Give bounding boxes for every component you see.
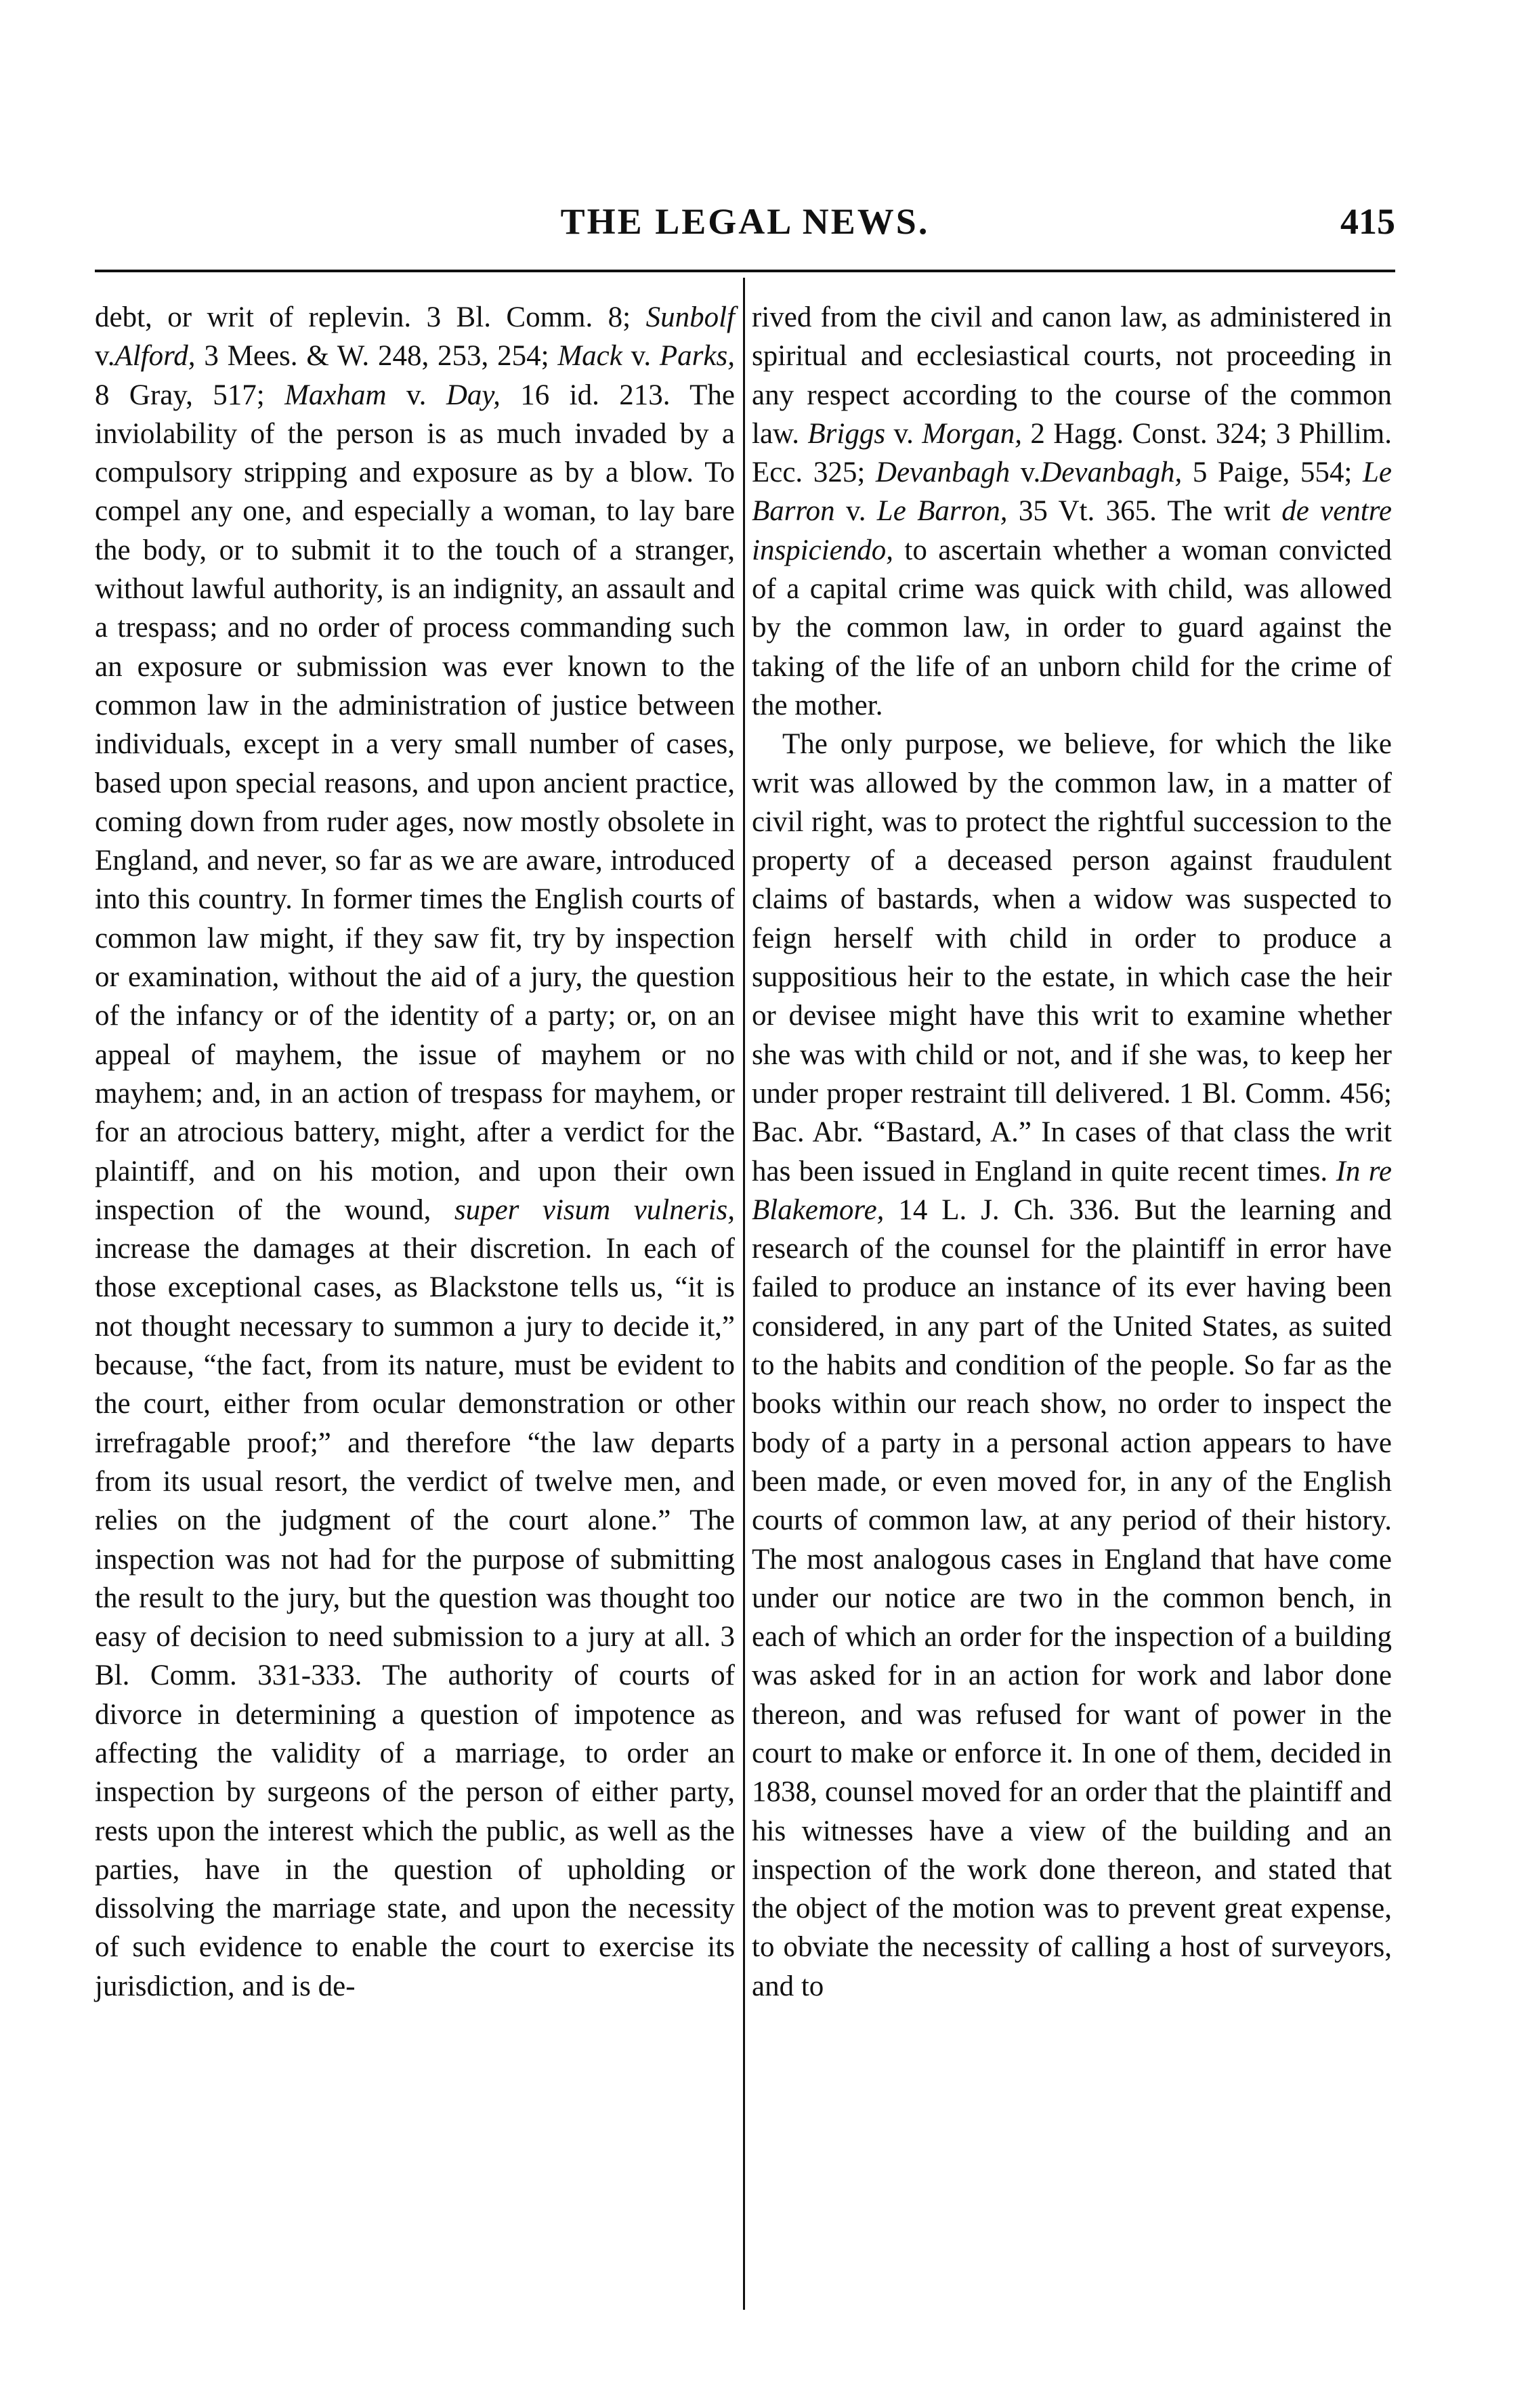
italic-citation: Devanbagh xyxy=(875,457,1011,489)
text-run: v. xyxy=(1010,457,1041,489)
page-number: 415 xyxy=(1340,201,1395,242)
text-run: v. xyxy=(834,495,877,528)
italic-citation: de ventre inspiciendo, xyxy=(752,495,1392,566)
paragraph xyxy=(95,298,735,2006)
text-run: v. xyxy=(885,417,922,450)
left-column xyxy=(95,298,735,2006)
text-run: to ascertain whether a woman convicted of a capital crime was quick with child, was allowed by the common law, in order to guard against the taking of the life of an unborn child for the crime of the mother. xyxy=(752,534,1392,721)
italic-citation: Briggs xyxy=(807,417,886,450)
italic-citation: Le Barron, xyxy=(876,495,1008,528)
text-run: v. xyxy=(622,340,660,373)
text-run: 2 Hagg. Const. 324; 3 Phillim. Ecc. 325; xyxy=(752,417,1392,489)
text-run: 35 Vt. 365. The writ xyxy=(1007,495,1282,528)
italic-citation: In re Blakemore, xyxy=(752,1155,1393,1226)
text-run: rived from the civil and canon law, as administered in spiritual and ecclesiastical courts, not proceeding in any respect according to the course of the common law. xyxy=(752,301,1392,450)
text-run: v. xyxy=(386,379,446,411)
running-title: THE LEGAL NEWS. xyxy=(560,201,930,242)
italic-citation: Morgan, xyxy=(922,417,1022,450)
italic-citation: super visum vulneris, xyxy=(454,1194,735,1226)
italic-citation: Maxham xyxy=(284,379,387,411)
text-run: 8 Gray, 517; xyxy=(95,379,285,411)
paragraph xyxy=(752,725,1392,2006)
italic-citation: Sunbolf xyxy=(645,301,735,333)
italic-citation: Parks, xyxy=(659,340,735,373)
italic-citation: Day, xyxy=(446,379,501,411)
text-run: debt, or writ of replevin. 3 Bl. Comm. 8; xyxy=(95,301,646,333)
italic-citation: Alford, xyxy=(114,340,196,373)
page-header xyxy=(95,200,1395,261)
italic-citation: Mack xyxy=(557,340,622,373)
text-run: The only purpose, we believe, for which the like writ was allowed by the common law, in a matter of civil right, was to protect the rightful succession to the property of a deceased person against fraudulent claims of bastards, when a widow was suspected to feign herself with child in order to produce a suppositious heir to the estate, in which case the heir or devisee might have this writ to examine whether she was with child or not, and if she was, to keep her under proper restraint till delivered. 1 Bl. Comm. 456; Bac. Abr. “Bastard, A.” In cases of that class the writ has been issued in England in quite recent times. xyxy=(752,728,1392,1187)
paragraph xyxy=(752,298,1392,725)
text-run: 3 Mees. & W. 248, 253, 254; xyxy=(195,340,558,373)
header-rule xyxy=(95,270,1395,272)
text-run: increase the damages at their discretion. In each of those exceptional cases, as Blackstone tells us, “it is not thought necessary to summon a jury to decide it,” because, “the fact, from its nature, must be evident to the court, either from ocular demonstration or other irrefragable proof;” and therefore “the law departs from its usual resort, the verdict of twelve men, and relies on the judgment of the court alone.” The inspection was not had for the purpose of submitting the result to the jury, but the question was thought too easy of decision to need submission to a jury at all. 3 Bl. Comm. 331-333. The authority of courts of divorce in determining a question of impotence as affecting the validity of a marriage, to order an inspection by surgeons of the person of either party, rests upon the interest which the public, as well as the parties, have in the question of upholding or dissolving the marriage state, and upon the necessity of such evidence to enable the court to exercise its jurisdiction, and is de- xyxy=(95,1233,735,2002)
italic-citation: Le Barron xyxy=(752,457,1392,528)
italic-citation: Devanbagh, xyxy=(1040,457,1183,489)
column-divider xyxy=(743,278,745,2310)
text-run: 5 Paige, 554; xyxy=(1182,457,1363,489)
text-run: v. xyxy=(95,340,115,373)
text-run: 14 L. J. Ch. 336. But the learning and research of the counsel for the plaintiff in error have failed to produce an instance of its ever having been considered, in any part of the United States, as suited to the habits and condition of the people. So far as the books within our reach show, no order to inspect the body of a party in a personal action appears to have been made, or even moved for, in any of the English courts of common law, at any period of their history. The most analogous cases in England that have come under our notice are two in the common bench, in each of which an order for the inspection of a building was asked for in an action for work and labor done thereon, and was refused for want of power in the court to make or enforce it. In one of them, decided in 1838, counsel moved for an order that the plaintiff and his witnesses have a view of the building and an inspection of the work done thereon, and stated that the object of the motion was to prevent great expense, to obviate the necessity of calling a host of surveyors, and to xyxy=(752,1194,1392,2002)
right-column xyxy=(752,298,1392,2006)
text-run: 16 id. 213. The inviolability of the person is as much invaded by a compulsory stripping and exposure as by a blow. To compel any one, and especially a woman, to lay bare the body, or to submit it to the touch of a stranger, without lawful authority, is an indignity, an assault and a trespass; and no order of process commanding such an exposure or submission was ever known to the common law in the administration of justice between individuals, except in a very small number of cases, based upon special reasons, and upon ancient practice, coming down from ruder ages, now mostly obsolete in England, and never, so far as we are aware, introduced into this country. In former times the English courts of common law might, if they saw fit, try by inspection or examination, without the aid of a jury, the question of the infancy or of the identity of a party; or, on an appeal of mayhem, the issue of mayhem or no mayhem; and, in an action of trespass for mayhem, or for an atrocious battery, might, after a verdict for the plaintiff, and on his motion, and upon their own inspection of the wound, xyxy=(95,379,735,1226)
